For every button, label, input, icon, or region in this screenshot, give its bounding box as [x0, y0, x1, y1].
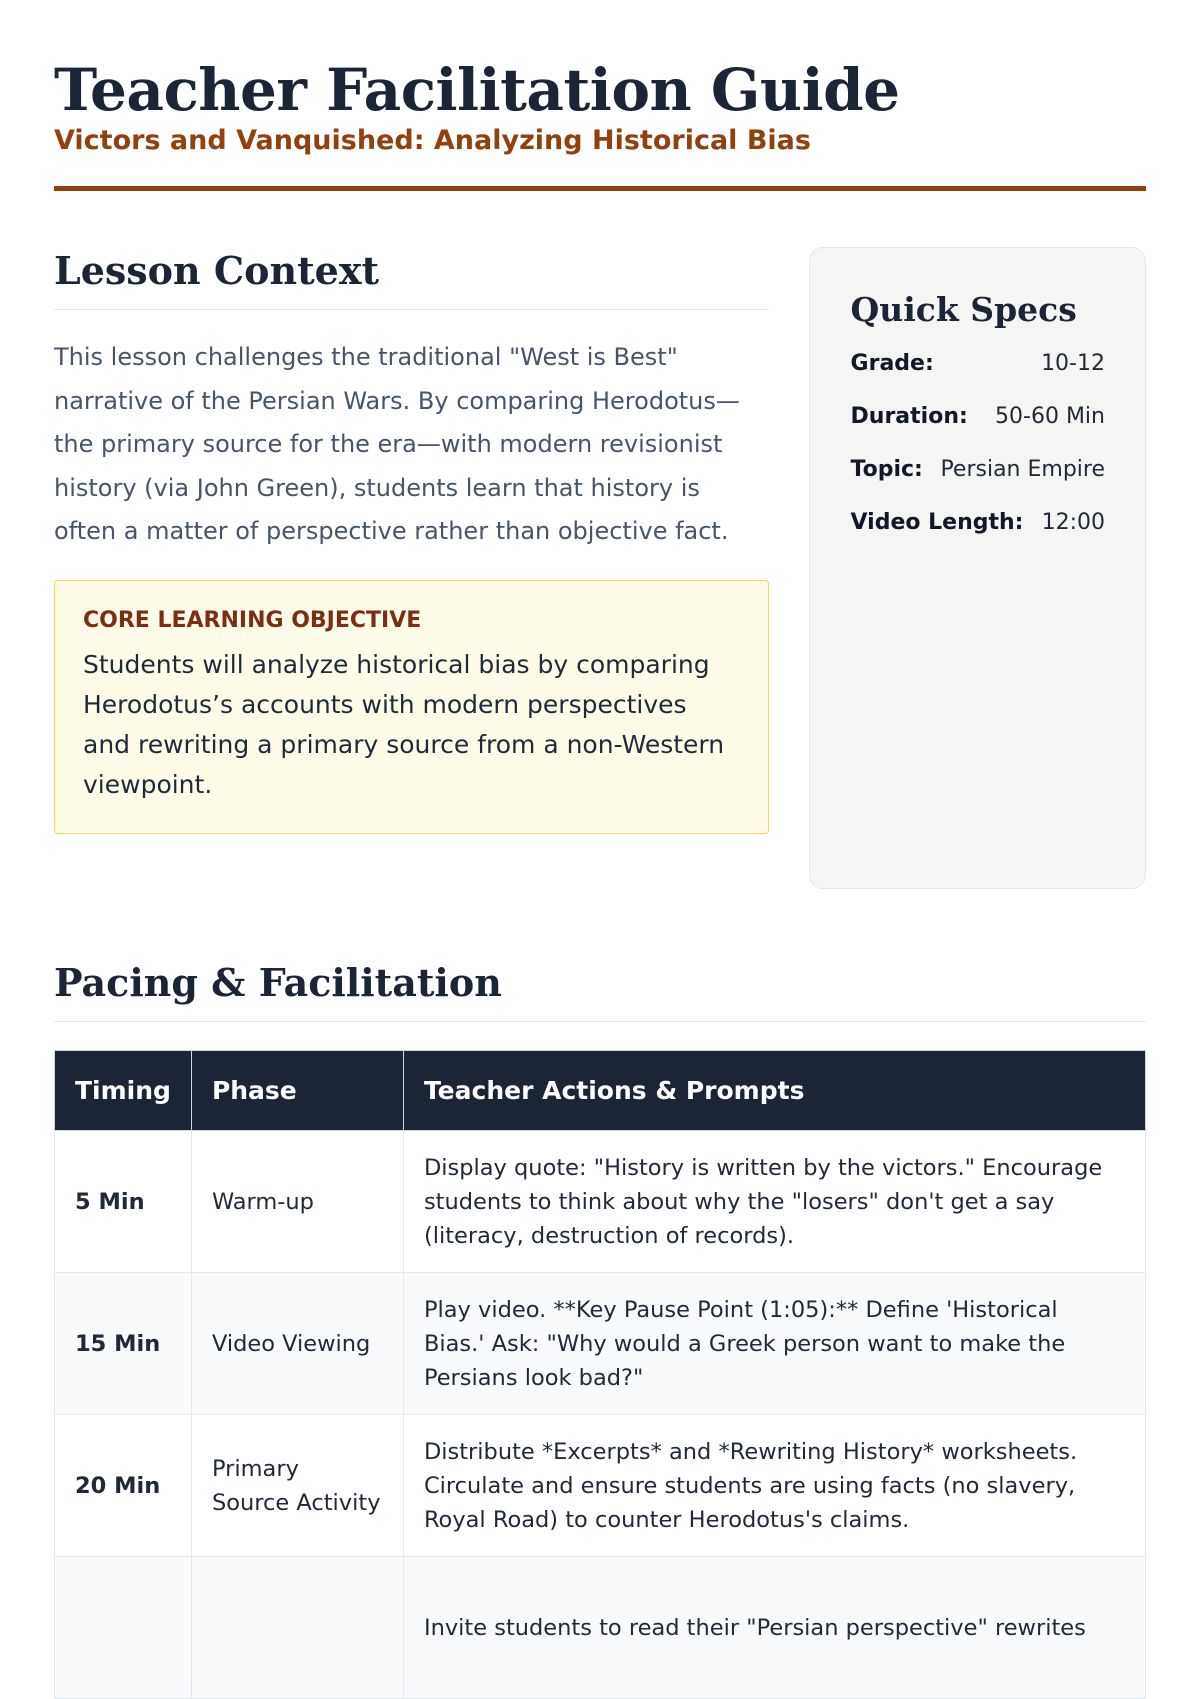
core-objective-label: CORE LEARNING OBJECTIVE — [83, 607, 422, 633]
actions-cell: Display quote: "History is written by the victors." Encourage students to think about why the "losers" don't get a say (literacy, destruction of records). — [403, 1131, 1145, 1273]
phase-cell: Video Viewing — [191, 1273, 403, 1415]
spec-row-video-length — [851, 509, 1105, 537]
table-row — [55, 1131, 1146, 1273]
timing-cell: 20 Min — [55, 1415, 192, 1557]
phase-cell — [191, 1557, 403, 1699]
actions-cell: Play video. **Key Pause Point (1:05):** Define 'Historical Bias.' Ask: "Why would a Greek person want to make the Persians look bad?" — [403, 1273, 1145, 1415]
lesson-context-section — [54, 247, 769, 889]
spec-value: 10-12 — [1041, 351, 1105, 376]
page-title: Teacher Facilitation Guide — [54, 56, 900, 124]
spec-key: Topic: — [850, 457, 923, 482]
table-row — [55, 1415, 1146, 1557]
pacing-table — [54, 1050, 1146, 1699]
table-row — [55, 1557, 1146, 1699]
spec-key: Duration: — [850, 404, 968, 429]
core-objective-text: Students will analyze historical bias by comparing Herodotus’s accounts with modern perspectives and rewriting a primary source from a non-Western viewpoint. — [83, 649, 725, 799]
timing-cell — [55, 1557, 192, 1699]
spec-value: Persian Empire — [940, 457, 1105, 482]
core-objective-box — [54, 580, 769, 834]
phase-cell: Primary Source Activity — [191, 1415, 403, 1557]
actions-cell: Invite students to read their "Persian perspective" rewrites — [403, 1557, 1145, 1699]
spec-row-grade — [851, 350, 1105, 378]
quick-specs-title: Quick Specs — [850, 290, 1077, 329]
spec-value: 12:00 — [1041, 510, 1105, 535]
quick-specs-card — [809, 247, 1146, 889]
timing-cell: 15 Min — [55, 1273, 192, 1415]
lesson-context-text: This lesson challenges the traditional "West is Best" narrative of the Persian Wars. By comparing Herodotus—the primary source for the era—with modern revisionist history (via John Green), students learn that history is often a matter of perspective rather than objective fact. — [54, 343, 740, 545]
spec-key: Grade: — [850, 351, 934, 376]
column-header-timing: Timing — [55, 1051, 192, 1131]
table-row — [55, 1273, 1146, 1415]
column-header-actions: Teacher Actions & Prompts — [403, 1051, 1145, 1131]
actions-cell: Distribute *Excerpts* and *Rewriting History* worksheets. Circulate and ensure students are using facts (no slavery, Royal Road) to counter Herodotus's claims. — [403, 1415, 1145, 1557]
pacing-section — [54, 959, 1146, 1699]
spec-row-duration — [851, 403, 1105, 431]
context-row — [54, 247, 1146, 889]
page-header — [54, 0, 1146, 191]
phase-cell: Warm-up — [191, 1131, 403, 1273]
spec-row-topic — [851, 456, 1105, 484]
pacing-heading: Pacing & Facilitation — [54, 959, 1146, 1022]
header-divider — [54, 186, 1146, 191]
column-header-phase: Phase — [191, 1051, 403, 1131]
page-subtitle: Victors and Vanquished: Analyzing Historical Bias — [54, 125, 811, 156]
spec-key: Video Length: — [850, 510, 1024, 535]
timing-cell: 5 Min — [55, 1131, 192, 1273]
table-header-row — [55, 1051, 1146, 1131]
spec-value: 50-60 Min — [995, 404, 1105, 429]
lesson-context-heading: Lesson Context — [54, 247, 769, 310]
